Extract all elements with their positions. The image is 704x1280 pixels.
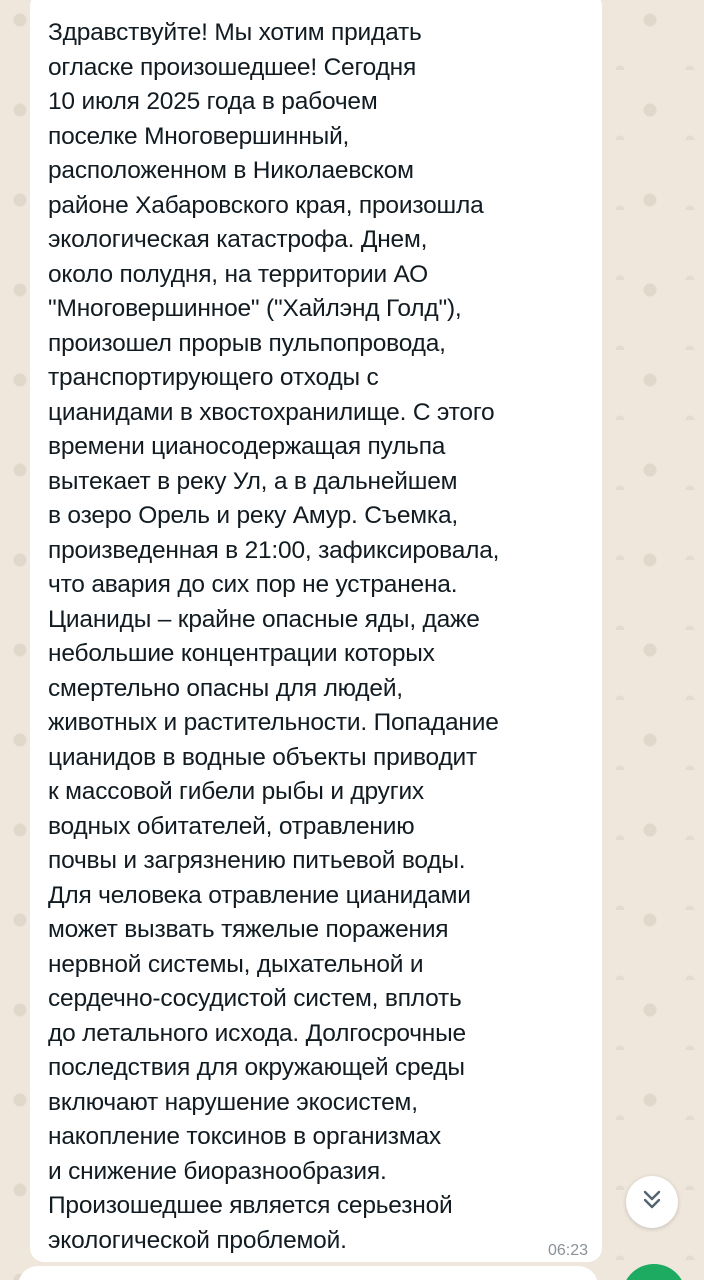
message-timestamp: 06:23 — [547, 1242, 588, 1259]
message-bubble[interactable] — [30, 0, 602, 1262]
message-line: и снижение биоразнообразия. — [48, 1157, 387, 1185]
message-line: экологической проблемой. — [48, 1226, 347, 1254]
message-line: 10 июля 2025 года в рабочем — [48, 88, 378, 115]
message-line: огласке произошедшее! Сегодня — [48, 53, 417, 81]
message-line: экологическая катастрофа. Днем, — [48, 226, 428, 253]
message-line: нервной системы, дыхательной и — [48, 950, 424, 978]
message-line: накопление токсинов в организмах — [48, 1123, 441, 1150]
double-chevron-down-icon — [641, 1188, 663, 1217]
message-line: водных обитателей, отравлению — [48, 812, 415, 840]
message-line: последствия для окружающей среды — [48, 1054, 465, 1081]
message-line: поселке Многовершинный, — [48, 122, 350, 150]
message-line: в озеро Орель и реку Амур. Съемка, — [48, 502, 459, 529]
message-line: может вызвать тяжелые поражения — [48, 916, 449, 943]
message-line: сердечно-сосудистой систем, вплоть — [48, 985, 462, 1012]
message-line: времени цианосодержащая пульпа — [48, 433, 446, 460]
message-line: смертельно опасны для людей, — [48, 674, 403, 702]
message-line: животных и растительности. Попадание — [48, 709, 499, 736]
message-line: к массовой гибели рыбы и других — [48, 778, 424, 805]
message-line: расположенном в Николаевском — [48, 157, 414, 184]
message-line: цианидами в хвостохранилище. С этого — [48, 398, 495, 426]
message-line: небольшие концентрации которых — [48, 640, 435, 667]
message-line: около полудня, на территории АО — [48, 260, 429, 288]
message-line: вытекает в реку Ул, а в дальнейшем — [48, 467, 458, 495]
message-line: произошел прорыв пульпопровода, — [48, 329, 446, 357]
message-text — [48, 16, 584, 1258]
message-line: районе Хабаровского края, произошла — [48, 191, 484, 219]
message-line: Здравствуйте! Мы хотим придать — [48, 19, 422, 46]
message-input[interactable] — [18, 1266, 598, 1280]
message-line: до летального исхода. Долгосрочные — [48, 1019, 466, 1047]
message-line: цианидов в водные объекты приводит — [48, 743, 478, 771]
scroll-down-button[interactable] — [626, 1176, 678, 1228]
message-line: что авария до сих пор не устранена. — [48, 571, 458, 598]
message-line: Цианиды – крайне опасные яды, даже — [48, 605, 480, 633]
message-line: Для человека отравление цианидами — [48, 881, 471, 909]
message-line: включают нарушение экосистем, — [48, 1088, 418, 1116]
message-line: почвы и загрязнению питьевой воды. — [48, 847, 466, 874]
message-line: произведенная в 21:00, зафиксировала, — [48, 536, 500, 564]
message-line: транспортирующего отходы с — [48, 364, 379, 391]
message-line: "Многовершинное" ("Хайлэнд Голд"), — [48, 295, 462, 322]
message-line: Произошедшее является серьезной — [48, 1192, 453, 1219]
